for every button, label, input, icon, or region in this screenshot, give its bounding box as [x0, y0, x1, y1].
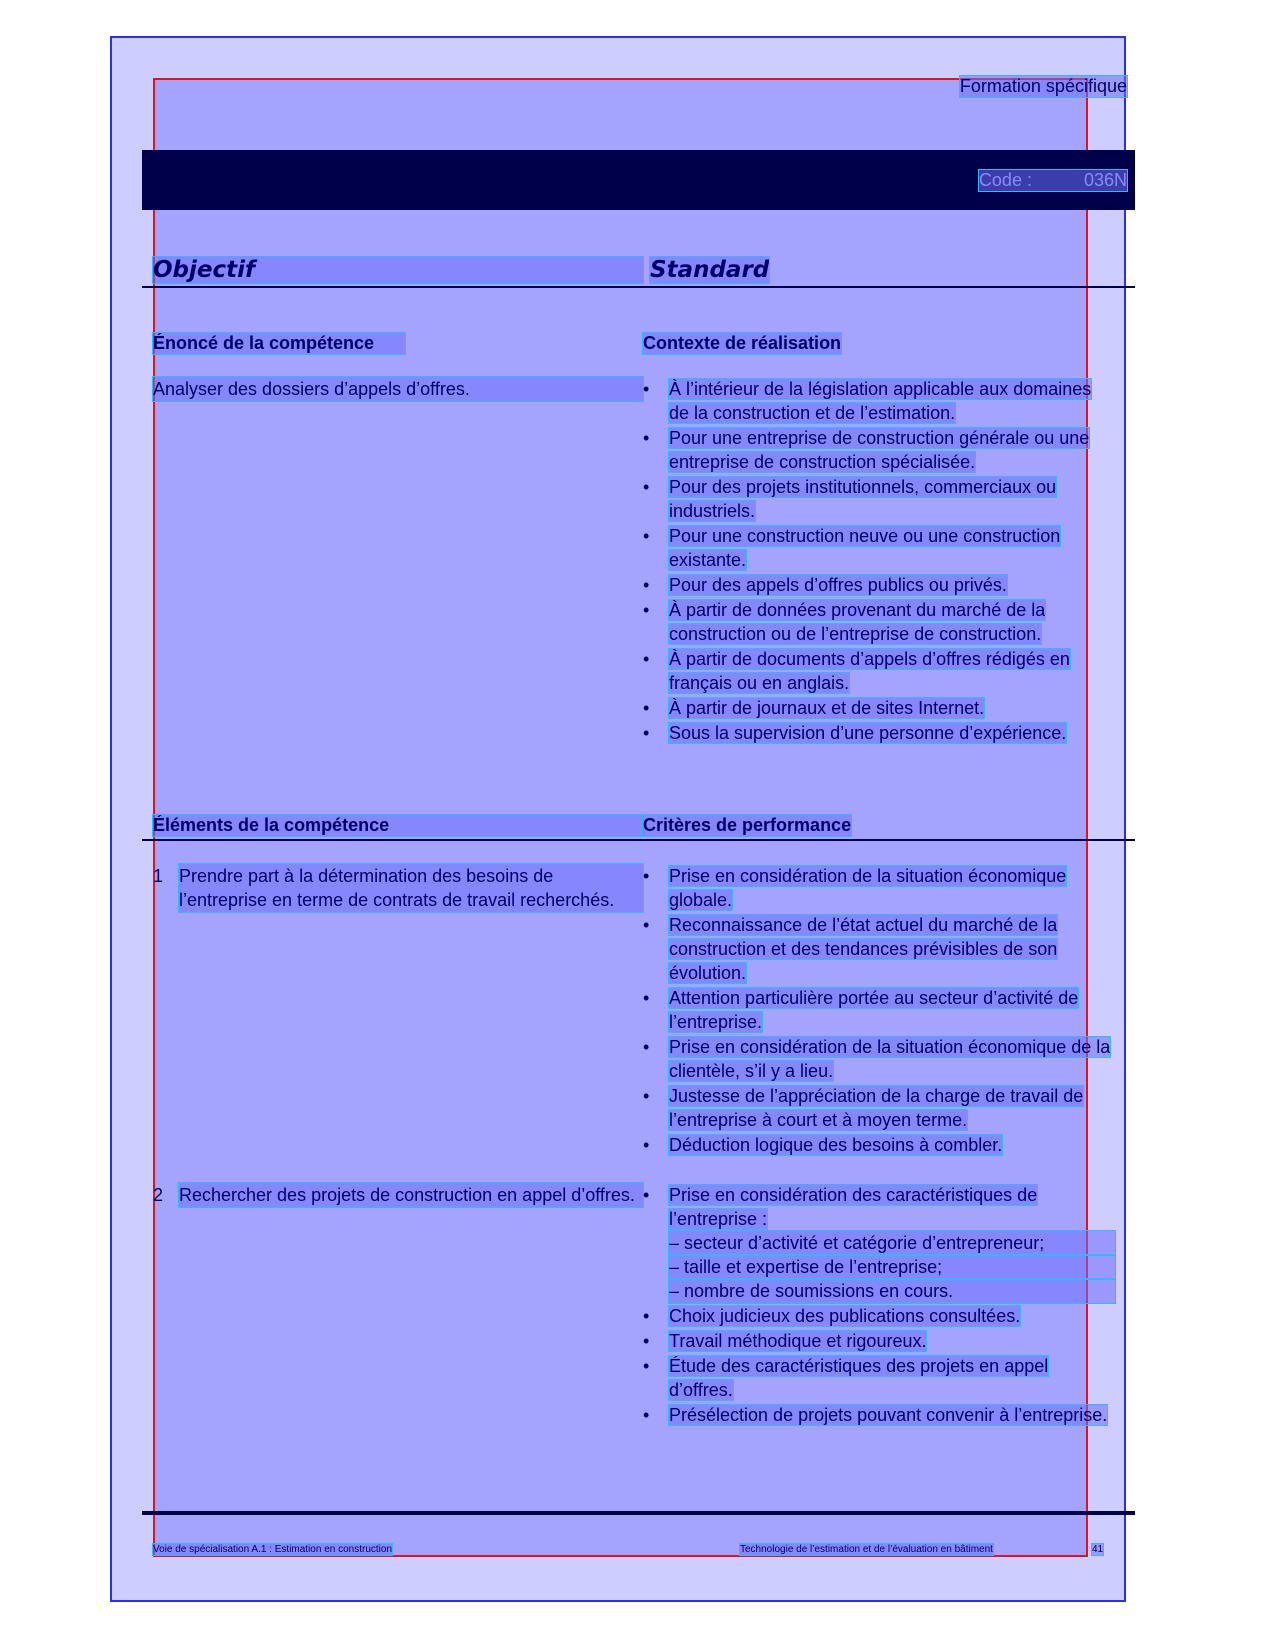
footer-left: Voie de spécialisation A.1 : Estimation en construction [153, 1544, 393, 1555]
criteria-item: • Présélection de projets pouvant convenir à l’entreprise. [643, 1405, 1108, 1425]
criteria-sub-item: – nombre de soumissions en cours. [669, 1279, 1115, 1303]
divider-top [142, 286, 1135, 288]
criteria-list-1 [643, 864, 1115, 1158]
criteria-item: • Travail méthodique et rigoureux. [643, 1331, 927, 1351]
contexte-item: • Pour une entreprise de construction générale ou une entreprise de construction spécialisée. [643, 428, 1090, 472]
contexte-item: • À partir de journaux et de sites Internet. [643, 698, 985, 718]
section-label: Formation spécifique [959, 76, 1127, 96]
code-label-text: Code : [978, 170, 1032, 190]
contexte-title: Contexte de réalisation [643, 333, 842, 353]
contexte-item: • Pour des appels d’offres publics ou privés. [643, 575, 1007, 595]
criteria-sub-item: – taille et expertise de l’entreprise; [669, 1255, 1115, 1279]
criteria-item: • Déduction logique des besoins à combler. [643, 1135, 1003, 1155]
code-label [979, 170, 1127, 191]
criteria-item: • Justesse de l’appréciation de la charge de travail de l’entreprise à court et à moyen terme. [643, 1086, 1084, 1130]
element-number: 2 [153, 1185, 164, 1205]
criteria-item: • Étude des caractéristiques des projets en appel d’offres. [643, 1356, 1049, 1400]
criteria-item: • Reconnaissance de l’état actuel du marché de la construction et des tendances prévisibles de son évolution. [643, 915, 1058, 983]
contexte-list [643, 377, 1115, 746]
divider-footer [142, 1511, 1135, 1515]
criteria-item: • Prise en considération de la situation économique globale. [643, 866, 1067, 910]
criteria-list-2 [643, 1183, 1115, 1428]
element-text: Prendre part à la détermination des besoins de l’entreprise en terme de contrats de travail recherchés. [179, 864, 643, 912]
divider-elements [142, 839, 1135, 841]
contexte-item: • Pour des projets institutionnels, commerciaux ou industriels. [643, 477, 1057, 521]
footer-page-number: 41 [1092, 1544, 1104, 1555]
criteria-item: • Prise en considération de la situation économique de la clientèle, s’il y a lieu. [643, 1037, 1111, 1081]
element-1 [153, 864, 643, 912]
contexte-item: • À l’intérieur de la législation applicable aux domaines de la construction et de l’estimation. [643, 379, 1092, 423]
criteria-item: • Attention particulière portée au secteur d’activité de l’entreprise. [643, 988, 1079, 1032]
criteria-title: Critères de performance [643, 815, 852, 835]
heading-standard: Standard [650, 257, 770, 283]
contexte-item: • Pour une construction neuve ou une construction existante. [643, 526, 1061, 570]
footer-right: Technologie de l’estimation et de l’évaluation en bâtiment [740, 1544, 993, 1555]
contexte-item: • À partir de données provenant du marché de la construction ou de l’entreprise de construction. [643, 600, 1046, 644]
element-2 [153, 1183, 643, 1207]
heading-objectif: Objectif [153, 257, 643, 283]
enonce-title: Énoncé de la compétence [153, 333, 405, 354]
criteria-item: • Prise en considération des caractéristiques de l’entreprise : – secteur d’activité et catégorie d’entrepreneur; – taille et expertise de l’entreprise; – nombre de soumissions en cours. [643, 1183, 1115, 1303]
elements-title: Éléments de la compétence [153, 815, 643, 836]
contexte-item: • Sous la supervision d’une personne d’expérience. [643, 723, 1067, 743]
element-number: 1 [153, 866, 164, 886]
element-text: Rechercher des projets de construction en appel d’offres. [179, 1183, 643, 1207]
contexte-item: • À partir de documents d’appels d’offres rédigés en français ou en anglais. [643, 649, 1070, 693]
criteria-sub-item: – secteur d’activité et catégorie d’entrepreneur; [669, 1231, 1115, 1255]
enonce-text: Analyser des dossiers d’appels d’offres. [153, 377, 643, 401]
code-value: 036N [1083, 170, 1127, 190]
criteria-item: • Choix judicieux des publications consultées. [643, 1306, 1021, 1326]
